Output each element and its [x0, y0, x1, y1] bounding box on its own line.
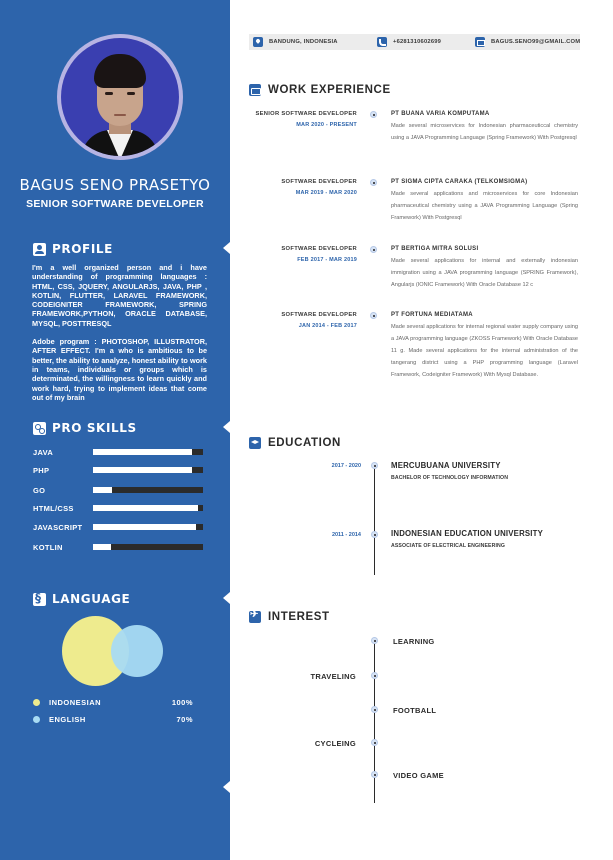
skill-row: [33, 447, 208, 457]
job-company: PT BERTIGA MITRA SOLUSI: [391, 246, 479, 252]
timeline-dot-icon: [371, 462, 378, 469]
language-percent: 100%: [171, 698, 193, 707]
skill-progress-bar: [93, 505, 203, 511]
language-icon: [33, 593, 46, 606]
sidebar: [0, 0, 230, 860]
job-description: Made several microservices for Indonesian pharmaceuticcal chemistry using a JAVA Programming Language (Spring Framework) With Postgresql: [391, 123, 578, 141]
job-dates: FEB 2017 - MAR 2019: [297, 257, 357, 263]
interest-heading-label: INTEREST: [268, 611, 330, 623]
job-company: PT BUANA VARIA KOMPUTAMA: [391, 111, 490, 117]
avatar-photo: [61, 38, 179, 156]
skill-label: JAVA: [33, 447, 54, 457]
phone-icon: [377, 37, 387, 47]
skill-label: HTML/CSS: [33, 503, 74, 513]
skill-label: GO: [33, 485, 46, 495]
contact-email[interactable]: [475, 37, 580, 47]
skill-row: [33, 465, 208, 475]
timeline-dot-icon: [370, 312, 377, 319]
briefcase-icon: [249, 84, 261, 96]
skill-progress-bar: [93, 487, 203, 493]
timeline-dot-icon: [371, 672, 378, 679]
interest-item: VIDEO GAME: [393, 771, 444, 780]
job-description: Made several applications and microservices for core Indonesian pharmaceutical chemistry using a JAVA Programming Language (Spring Framework) With Postgresql: [391, 191, 578, 221]
timeline-dot-icon: [371, 531, 378, 538]
language-venn-diagram: [60, 615, 170, 690]
skill-label: JAVASCRIPT: [33, 522, 83, 532]
skill-progress-bar: [93, 467, 203, 473]
profile-paragraph: Adobe program : PHOTOSHOP, ILLUSTRATOR, AFTER EFFECT. I'm a who is ambitious to be better, the ability to analyze, honest ability to work in teams, individuals or groups which is determinated, the willingness to learn quickly and work hard, trying to implement ideas that come out of my brain: [32, 337, 207, 402]
job-dates: MAR 2020 - PRESENT: [296, 122, 357, 128]
interest-item: LEARNING: [393, 637, 435, 646]
mail-icon: [475, 37, 485, 47]
job-company: PT FORTUNA MEDIATAMA: [391, 312, 473, 318]
user-icon: [33, 243, 46, 256]
interest-item: TRAVELING: [310, 672, 356, 681]
legend-dot: [33, 716, 40, 723]
skill-row: [33, 522, 208, 532]
section-notch: [223, 242, 230, 254]
timeline-dot-icon: [370, 111, 377, 118]
map-pin-icon: [253, 37, 263, 47]
airplane-icon: [249, 611, 261, 623]
job-title: SOFTWARE DEVELOPER: [281, 246, 357, 252]
graduation-cap-icon: [249, 437, 261, 449]
person-name: BAGUS SENO PRASETYO: [19, 176, 211, 194]
section-notch: [223, 421, 230, 433]
profile-paragraph: I'm a well organized person and i have understanding of programming languages : HTML, CSS, JQUERY, ANGULARJS, JAVA, PHP , KOTLIN, FLUTTER, LARAVEL FRAMEWORK, CODEIGNITER FRAMEWORK, SPRING FRAMEWORK,PYTHON, ORACLE DATABASE, MYSQL, POSTTRESQL: [32, 263, 207, 328]
profile-heading-label: PROFILE: [52, 242, 113, 256]
timeline-dot-icon: [371, 739, 378, 746]
skill-row: [33, 542, 208, 552]
phone-text[interactable]: +6281310602699: [393, 39, 442, 45]
skill-progress-fill: [93, 505, 198, 511]
timeline-dot-icon: [371, 706, 378, 713]
profile-summary: [32, 263, 207, 402]
education-timeline-line: [374, 465, 375, 575]
education-dates: 2011 - 2014: [331, 532, 361, 538]
language-name: INDONESIAN: [49, 698, 102, 707]
language-heading: [33, 592, 130, 606]
job-company: PT SIGMA CIPTA CARAKA (TELKOMSIGMA): [391, 179, 528, 185]
interest-timeline-line: [374, 640, 375, 803]
language-row: [33, 715, 193, 724]
work-experience-heading: [249, 84, 391, 96]
job-title: SENIOR SOFTWARE DEVELOPER: [255, 111, 357, 117]
job-description: Made several applications for internal regional water supply company using a JAVA programming language (ZKOSS Framework) With Oracle Database 11 g. Made several applications for the internal administration of the tangerang district using a PHP programming language (Laravel Framework, Codeigniter Framework) With Mysql Database.: [391, 324, 578, 378]
skill-progress-fill: [93, 467, 192, 473]
timeline-dot-icon: [370, 246, 377, 253]
timeline-dot-icon: [371, 771, 378, 778]
language-name: ENGLISH: [49, 715, 86, 724]
section-notch: [223, 592, 230, 604]
email-text[interactable]: BAGUS.SENO99@GMAIL.COM: [491, 39, 581, 45]
location-text: BANDUNG, INDONESIA: [269, 39, 338, 45]
interest-heading: [249, 611, 330, 623]
education-school: INDONESIAN EDUCATION UNIVERSITY: [391, 529, 544, 538]
skill-row: [33, 503, 208, 513]
link-icon: [33, 422, 46, 435]
education-degree: BACHELOR OF TECHNOLOGY INFORMATION: [391, 475, 509, 481]
english-circle: [111, 625, 163, 677]
profile-heading: [33, 242, 113, 256]
skills-heading: [33, 421, 137, 435]
language-row: [33, 698, 193, 707]
contact-phone[interactable]: [377, 37, 441, 47]
job-dates: JAN 2014 - FEB 2017: [298, 323, 357, 329]
skill-progress-fill: [93, 544, 111, 550]
skill-row: [33, 485, 208, 495]
job-description: Made several applications for internal and externally indonesian immigration using a JAVA programming language (SPRING Framework), Angularjs (IONIC Framework) With Oracle Database 12 c: [391, 258, 578, 288]
skill-progress-bar: [93, 449, 203, 455]
timeline-dot-icon: [370, 179, 377, 186]
skill-label: KOTLIN: [33, 542, 63, 552]
contact-location: [253, 37, 338, 47]
contact-bar: [249, 34, 580, 50]
job-title: SOFTWARE DEVELOPER: [281, 179, 357, 185]
skill-progress-fill: [93, 524, 196, 530]
skill-progress-bar: [93, 544, 203, 550]
skill-progress-bar: [93, 524, 203, 530]
interest-item: CYCLEING: [314, 739, 356, 748]
education-heading: [249, 437, 341, 449]
language-percent: 70%: [176, 715, 193, 724]
education-degree: ASSOCIATE OF ELECTRICAL ENGINEERING: [391, 543, 505, 549]
job-dates: MAR 2019 - MAR 2020: [295, 190, 357, 196]
avatar: [57, 34, 183, 160]
skill-progress-fill: [93, 449, 192, 455]
education-school: MERCUBUANA UNIVERSITY: [391, 461, 501, 470]
work-heading-label: WORK EXPERIENCE: [268, 84, 391, 96]
person-role: SENIOR SOFTWARE DEVELOPER: [26, 198, 204, 210]
interest-item: FOOTBALL: [393, 706, 437, 715]
skills-heading-label: PRO SKILLS: [52, 421, 137, 435]
education-dates: 2017 - 2020: [331, 463, 361, 469]
education-heading-label: EDUCATION: [268, 437, 341, 449]
timeline-dot-icon: [371, 637, 378, 644]
language-heading-label: LANGUAGE: [52, 592, 131, 606]
skill-progress-fill: [93, 487, 112, 493]
legend-dot: [33, 699, 40, 706]
section-notch: [223, 781, 230, 793]
job-title: SOFTWARE DEVELOPER: [281, 312, 357, 318]
skill-label: PHP: [33, 465, 50, 475]
